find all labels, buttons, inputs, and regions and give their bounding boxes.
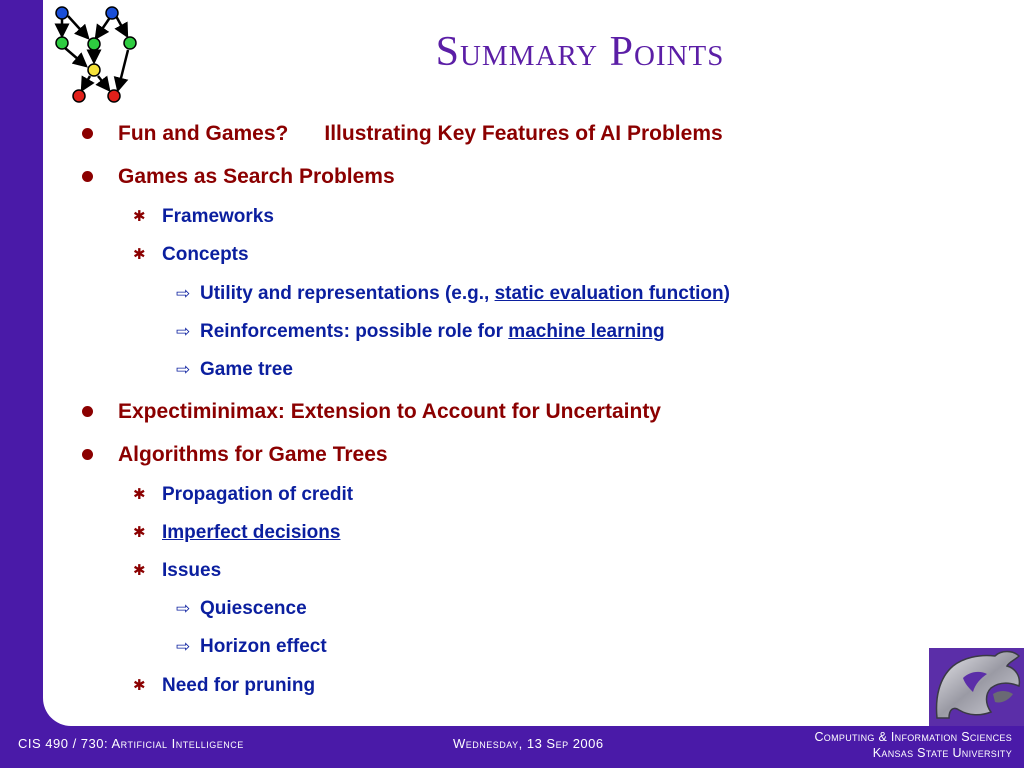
bullet-text: Fun and Games? (118, 122, 289, 145)
bullet-dot-icon (82, 128, 93, 139)
bullet-item: Games as Search Problems (118, 165, 395, 188)
footer-university: Kansas State University (872, 746, 1012, 760)
bullet-item: Frameworks (162, 206, 274, 227)
bullet-item (118, 122, 723, 146)
bullet-text: ) (723, 283, 730, 304)
bullet-text: Utility and representations (e.g., (200, 283, 495, 304)
machine-learning-link[interactable]: machine learning (508, 321, 665, 342)
static-evaluation-function-link[interactable]: static evaluation function (494, 283, 724, 304)
footer-institution (814, 729, 1012, 761)
arrow-bullet-icon: ⇨ (176, 284, 191, 303)
footer-date: Wednesday, 13 Sep 2006 (453, 736, 604, 751)
bullet-item (200, 283, 730, 305)
bullet-item: Need for pruning (162, 675, 316, 696)
footer-department: Computing & Information Sciences (814, 730, 1012, 744)
arrow-bullet-icon: ⇨ (176, 322, 191, 341)
bullet-item: Horizon effect (200, 636, 327, 657)
bullet-item: Algorithms for Game Trees (118, 443, 388, 466)
imperfect-decisions-link[interactable]: Imperfect decisions (162, 522, 341, 543)
asterisk-bullet-icon: ✱ (133, 562, 146, 579)
bullet-dot-icon (82, 406, 93, 417)
slide-title: Summary Points (435, 29, 725, 75)
bullet-text: Reinforcements: possible role for (200, 321, 509, 342)
bullet-item: Propagation of credit (162, 484, 354, 505)
asterisk-bullet-icon: ✱ (133, 677, 146, 694)
bullet-item (200, 321, 665, 343)
wildcat-logo-icon (929, 648, 1024, 726)
asterisk-bullet-icon: ✱ (133, 486, 146, 503)
bullet-item: Concepts (162, 244, 249, 265)
arrow-bullet-icon: ⇨ (176, 360, 191, 379)
bullet-item: Expectiminimax: Extension to Account for Uncertainty (118, 400, 661, 423)
bullet-dot-icon (82, 171, 93, 182)
bullet-item: Game tree (200, 359, 293, 380)
asterisk-bullet-icon: ✱ (133, 524, 146, 541)
asterisk-bullet-icon: ✱ (133, 208, 146, 225)
footer-course: CIS 490 / 730: Artificial Intelligence (18, 736, 244, 751)
bullet-item: Quiescence (200, 598, 307, 619)
arrow-bullet-icon: ⇨ (176, 637, 191, 656)
asterisk-bullet-icon: ✱ (133, 246, 146, 263)
bullet-text: Illustrating Key Features of AI Problems (324, 122, 723, 145)
arrow-bullet-icon: ⇨ (176, 599, 191, 618)
bullet-dot-icon (82, 449, 93, 460)
bullet-item: Issues (162, 560, 222, 581)
